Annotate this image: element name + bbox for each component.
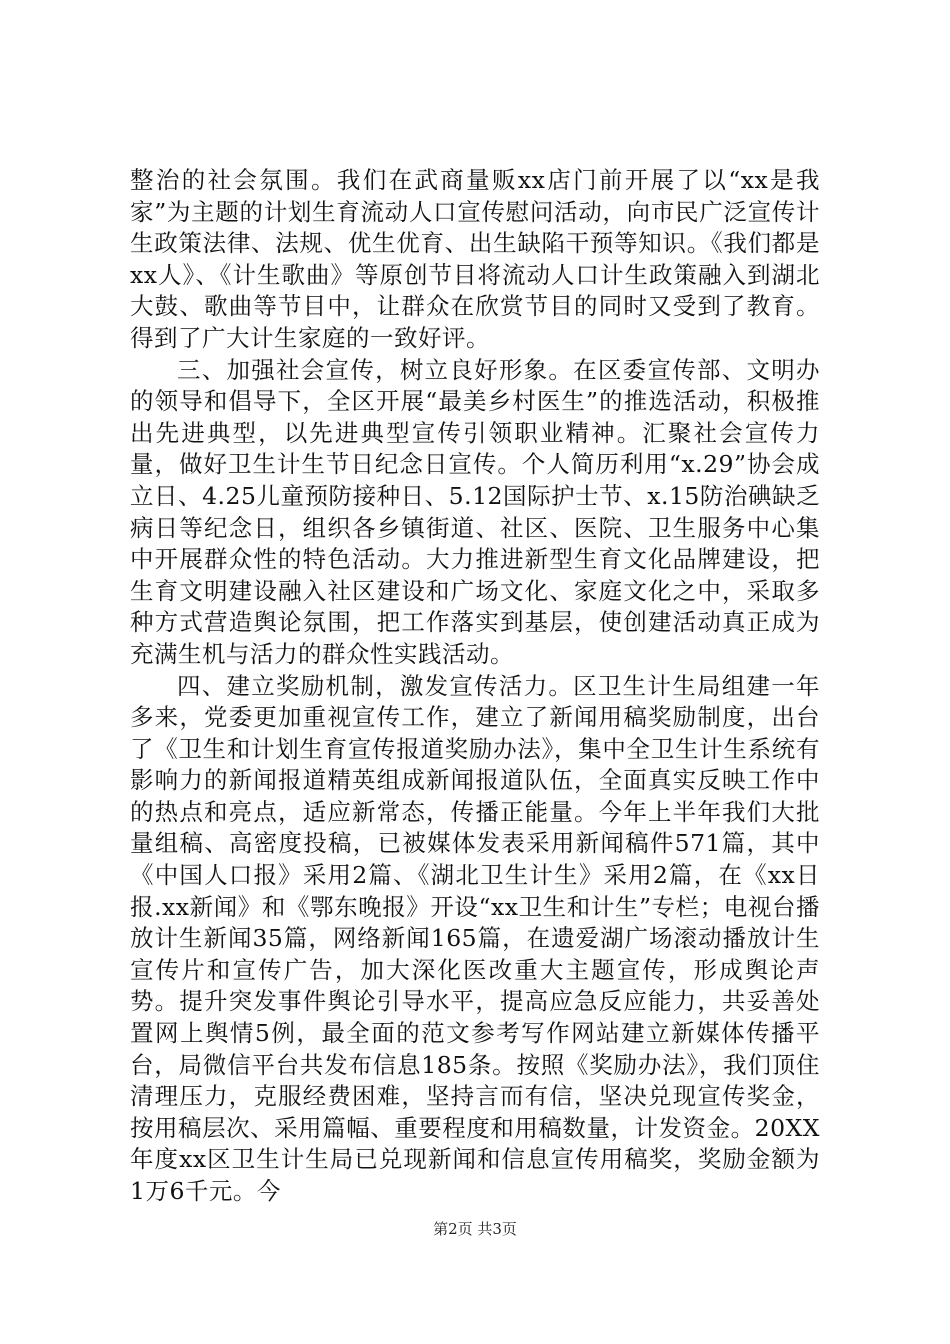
paragraph-reward-mechanism: 四、建立奖励机制，激发宣传活力。区卫生计生局组建一年多来，党委更加重视宣传工作，建立了新闻用稿奖励制度，出台了《卫生和计划生育宣传报道奖励办法》，集中全卫生计生系统有影响力的新闻报道精英组成新闻报道队伍，全面真实反映工作中的热点和亮点，适应新常态，传播正能量。今年上半年我们大批量组稿、高密度投稿，已被媒体发表采用新闻稿件571篇，其中《中国人口报》采用2篇、《湖北卫生计生》采用2篇，在《xx日报.xx新闻》和《鄂东晚报》开设“xx卫生和计生”专栏；电视台播放计生新闻35篇，网络新闻165篇，在遗爱湖广场滚动播放计生宣传片和宣传广告，加大深化医改重大主题宣传，形成舆论声势。提升突发事件舆论引导水平，提高应急反应能力，共妥善处置网上舆情5例，最全面的范文参考写作网站建立新媒体传播平台，局微信平台共发布信息185条。按照《奖励办法》，我们顶住清理压力，克服经费困难，坚持言而有信，坚决兑现宣传奖金，按用稿层次、采用篇幅、重要程度和用稿数量，计发资金。20XX年度xx区卫生计生局已兑现新闻和信息宣传用稿奖，奖励金额为1万6千元。今	[130, 671, 820, 1205]
document-body	[130, 165, 820, 1208]
paragraph-social-publicity: 三、加强社会宣传，树立良好形象。在区委宣传部、文明办的领导和倡导下，全区开展“最美乡村医生”的推选活动，积极推出先进典型，以先进典型宣传引领职业精神。汇聚社会宣传力量，做好卫生计生节日纪念日宣传。个人简历利用“x.29”协会成立日、4.25儿童预防接种日、5.12国际护士节、x.15防治碘缺乏病日等纪念日，组织各乡镇街道、社区、医院、卫生服务中心集中开展群众性的特色活动。大力推进新型生育文化品牌建设，把生育文明建设融入社区建设和广场文化、家庭文化之中，采取多种方式营造舆论氛围，把工作落实到基层，使创建活动真正成为充满生机与活力的群众性实践活动。	[130, 355, 820, 668]
paragraph-continuation: 整治的社会氛围。我们在武商量贩xx店门前开展了以“xx是我家”为主题的计划生育流动人口宣传慰问活动，向市民广泛宣传计生政策法律、法规、优生优育、出生缺陷干预等知识。《我们都是xx人》、《计生歌曲》等原创节目将流动人口计生政策融入到湖北大鼓、歌曲等节目中，让群众在欣赏节目的同时又受到了教育。得到了广大计生家庭的一致好评。	[130, 166, 820, 352]
page-footer: 第2页 共3页	[433, 1220, 517, 1238]
